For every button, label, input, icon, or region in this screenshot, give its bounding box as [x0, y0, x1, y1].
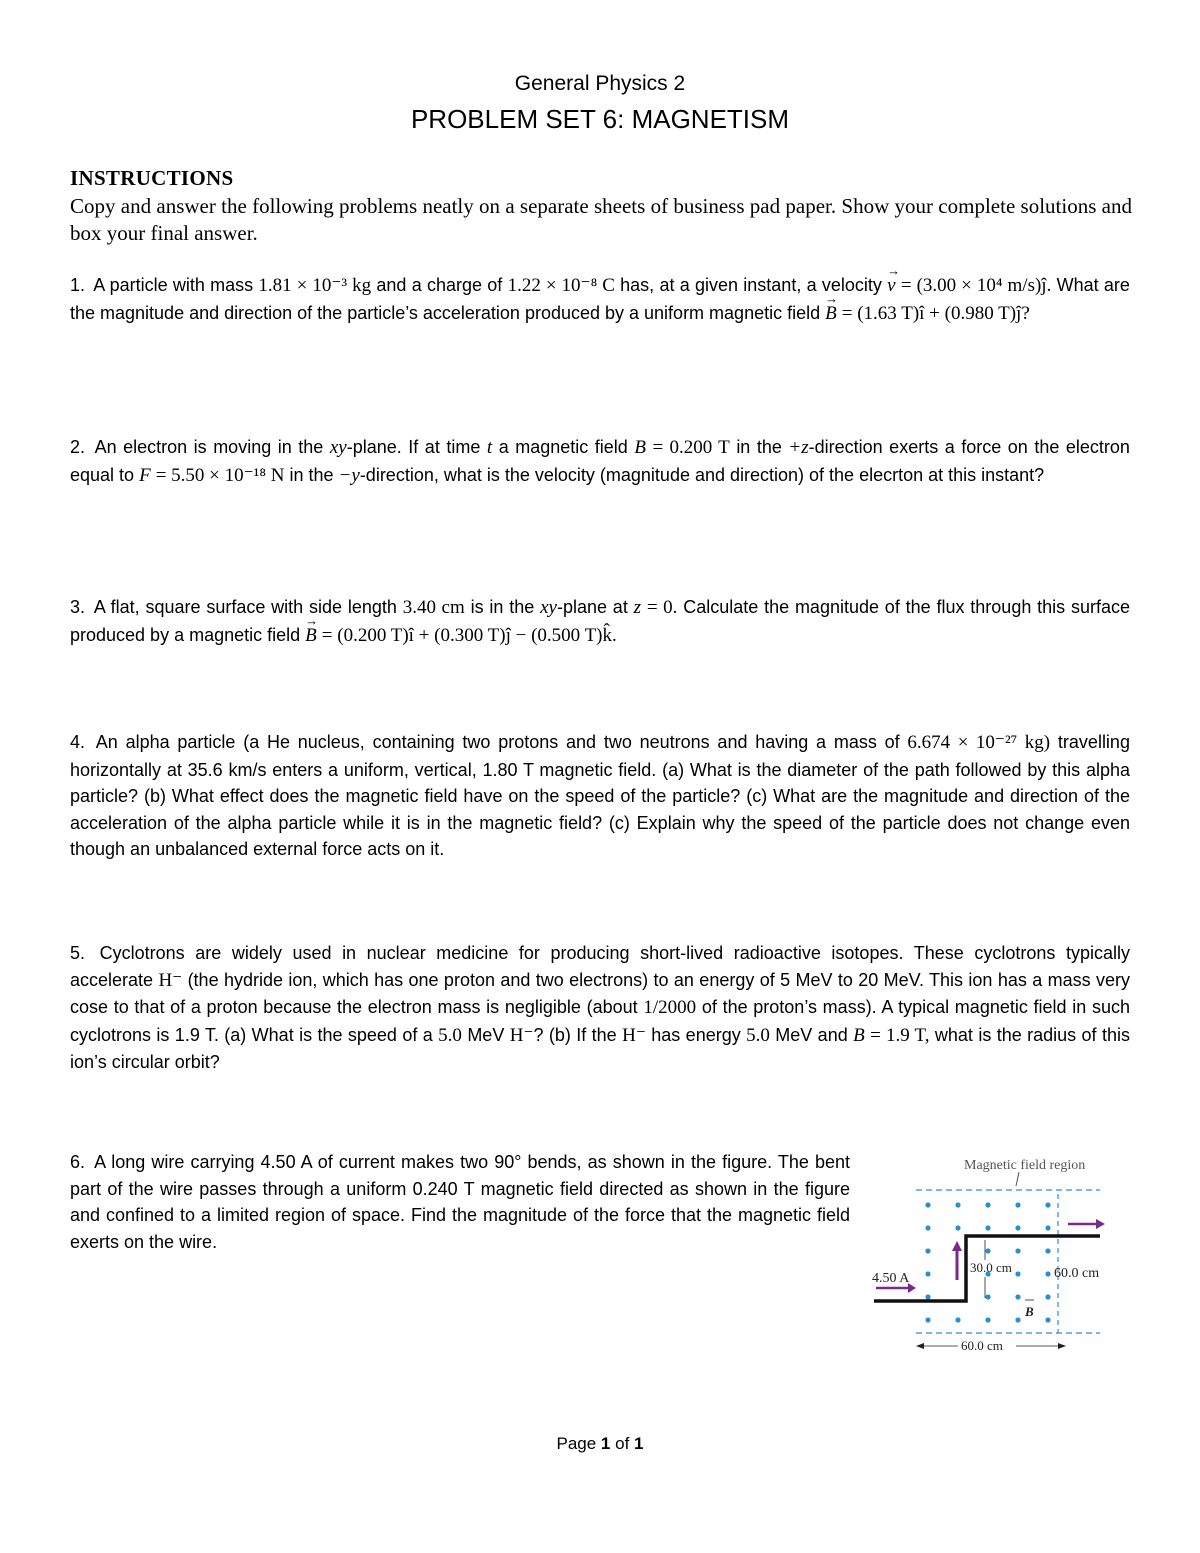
problem-text: and a charge of: [376, 275, 503, 295]
problem-5: [70, 940, 1130, 1076]
math-field-vector: → B: [305, 623, 317, 650]
problem-text: An electron is moving in the: [94, 437, 324, 457]
footer-of-word: of: [615, 1434, 630, 1453]
math-energy: 5.0: [746, 1024, 770, 1046]
problem-text: has energy: [651, 1024, 741, 1045]
math-hydride: H⁻: [622, 1024, 646, 1046]
math-xy: xy: [540, 597, 557, 618]
field-dot: [1045, 1225, 1050, 1230]
math-hydride: H⁻: [509, 1024, 534, 1046]
problem-number: 1.: [70, 275, 86, 295]
problem-text: An alpha particle (a He nucleus, containing two protons and two neutrons and having a mass of: [95, 732, 900, 752]
math-fraction: 1/2000: [643, 997, 697, 1018]
field-dot: [985, 1294, 990, 1299]
math-time: t: [486, 437, 493, 458]
math-field-value: = 0.200 T: [652, 437, 730, 458]
figure-height-label: 30.0 cm: [970, 1260, 1012, 1275]
problem-text: What are the magnitude and direction of the particle’s acceleration produced by a uniform magnetic field: [70, 275, 1130, 323]
math-charge: 1.22 × 10⁻⁸ C: [507, 275, 615, 296]
problem-text: MeV and: [775, 1024, 848, 1045]
instructions-body: Copy and answer the following problems neatly on a separate sheets of business pad paper. Show your complete solutions and box your final answer.: [70, 194, 1132, 245]
field-dot: [925, 1202, 930, 1207]
math-energy: 5.0: [438, 1024, 462, 1046]
problem-text: A particle with mass: [93, 275, 254, 295]
problem-4: [70, 729, 1130, 863]
field-dot: [1015, 1225, 1020, 1230]
figure-region-label: Magnetic field region: [964, 1158, 1086, 1173]
math-z: z: [633, 597, 642, 618]
math-field-vector: → B: [825, 301, 837, 328]
problem-number: 6.: [70, 1152, 86, 1172]
field-dot: [925, 1294, 930, 1299]
page-footer: [0, 1434, 1200, 1454]
footer-page-word: Page: [556, 1434, 597, 1453]
current-arrow-out-head: [1096, 1219, 1105, 1229]
problem-number: 4.: [70, 732, 86, 752]
magnetic-field-figure: [868, 1150, 1138, 1360]
math-hydride: H⁻: [158, 969, 183, 991]
problem-text: in the: [736, 437, 782, 457]
problem-text: what is the radius of this ion’s circular orbit?: [70, 1024, 1130, 1072]
field-dot: [1045, 1202, 1050, 1207]
instructions-heading: INSTRUCTIONS: [70, 166, 234, 190]
problem-text: -plane. If at time: [346, 437, 481, 457]
field-dot: [925, 1317, 930, 1322]
problem-text: of the proton’s mass). A typical magnetic field in such cyclotrons is 1.9 T. (a) What is the speed of a: [70, 997, 1130, 1045]
figure-field-label: B: [1025, 1304, 1034, 1319]
problem-1: [70, 272, 1130, 327]
problem-text: A long wire carrying 4.50 A of current makes two 90° bends, as shown in the figure. The bent part of the wire passes through a uniform 0.240 T magnetic field directed as shown in the figure and confined to a limited region of space. Find the magnitude of the force that the magnetic field exerts on the wire.: [70, 1152, 850, 1252]
field-dot: [1015, 1248, 1020, 1253]
math-xy: xy: [329, 437, 347, 458]
field-dot: [1015, 1202, 1020, 1207]
math-force-value: = 5.50 × 10⁻¹⁸ N: [155, 464, 285, 486]
field-dot: [955, 1317, 960, 1322]
math-field-value: = (1.63 T)î + (0.980 T)ĵ?: [841, 302, 1030, 324]
math-side-length: 3.40 cm: [402, 597, 465, 618]
math-velocity-value: = (3.00 × 10⁴ m/s)ĵ.: [900, 275, 1052, 296]
field-dot: [955, 1202, 960, 1207]
math-field: B: [853, 1024, 865, 1046]
problem-number: 3.: [70, 597, 86, 617]
figure-side-label: 60.0 cm: [1054, 1266, 1100, 1281]
problem-3: [70, 594, 1130, 649]
field-dot: [925, 1248, 930, 1253]
math-field: B: [634, 437, 646, 458]
math-z-value: = 0.: [646, 597, 678, 618]
field-dot: [1045, 1248, 1050, 1253]
field-dot: [985, 1225, 990, 1230]
field-dot: [1045, 1271, 1050, 1276]
field-dot: [1015, 1317, 1020, 1322]
math-z: +z: [788, 437, 809, 458]
problem-text: (the hydride ion, which has one proton and two electrons) to an energy of 5 MeV to 20 MeV. This ion has a mass very cose to that of a proton because the electron mass is negligible (about: [70, 969, 1130, 1017]
problem-text: has, at a given instant, a velocity: [620, 275, 882, 295]
problem-text: Calculate the magnitude of the flux through this surface produced by a magnetic field: [70, 597, 1131, 645]
math-mass: 1.81 × 10⁻³ kg: [258, 275, 372, 296]
figure-width-label: 60.0 cm: [961, 1338, 1003, 1353]
field-dot: [985, 1317, 990, 1322]
problem-text: MeV: [467, 1024, 505, 1045]
problem-number: 5.: [70, 943, 86, 963]
problem-6: [70, 1149, 850, 1255]
field-dot: [1015, 1294, 1020, 1299]
field-dot: [1045, 1294, 1050, 1299]
math-force: F: [139, 464, 151, 486]
math-field-value: = (0.200 T)î + (0.300 T)ĵ − (0.500 T)k̂.: [321, 624, 617, 646]
math-neg-y: −y: [338, 464, 360, 486]
problem-text: A flat, square surface with side length: [93, 597, 397, 617]
field-dot: [985, 1202, 990, 1207]
problem-2: [70, 434, 1130, 489]
field-dot: [925, 1225, 930, 1230]
field-dot: [985, 1248, 990, 1253]
math-velocity-vector: → v: [887, 273, 895, 300]
footer-current-page: 1: [600, 1434, 611, 1453]
field-dot: [1015, 1271, 1020, 1276]
figure-current-label: 4.50 A: [872, 1271, 910, 1286]
width-arrow-right: [1058, 1343, 1066, 1349]
problem-number: 2.: [70, 437, 86, 457]
field-dot: [1045, 1317, 1050, 1322]
problem-text: ? (b) If the: [533, 1024, 617, 1045]
course-title: General Physics 2: [514, 72, 686, 95]
problem-text: -direction exerts a force on the electron equal to: [70, 437, 1130, 485]
current-arrow-up-head: [952, 1241, 962, 1251]
page-title: PROBLEM SET 6: MAGNETISM: [410, 104, 790, 134]
problem-text: -direction, what is the velocity (magnitude and direction) of the elecrton at this instant?: [359, 464, 1045, 485]
width-arrow-left: [916, 1343, 924, 1349]
problem-text: is in the: [470, 597, 535, 617]
problem-text: in the: [289, 464, 334, 485]
problem-text: Cyclotrons are widely used in nuclear medicine for producing short-lived radioactive isotopes. These cyclotrons typically accelerate: [70, 943, 1130, 990]
field-dot: [925, 1271, 930, 1276]
footer-total-pages: 1: [634, 1434, 644, 1453]
region-pointer: [1016, 1172, 1019, 1186]
problem-text: -plane at: [556, 597, 628, 617]
math-field-value: = 1.9 T,: [870, 1024, 930, 1046]
problem-text: a magnetic field: [498, 437, 628, 457]
math-mass: 6.674 × 10⁻²⁷ kg): [907, 732, 1051, 753]
field-dot: [955, 1225, 960, 1230]
problem-text: travelling horizontally at 35.6 km/s enters a uniform, vertical, 1.80 T magnetic field. (a) What is the diameter of the path followed by this alpha particle? (b) What effect does the magnetic field have on the speed of the particle? (c) What are the magnitude and direction of the acceleration of the alpha particle while it is in the magnetic field? (c) Explain why the speed of the particle does not change even though an unbalanced external force acts on it.: [70, 732, 1130, 859]
